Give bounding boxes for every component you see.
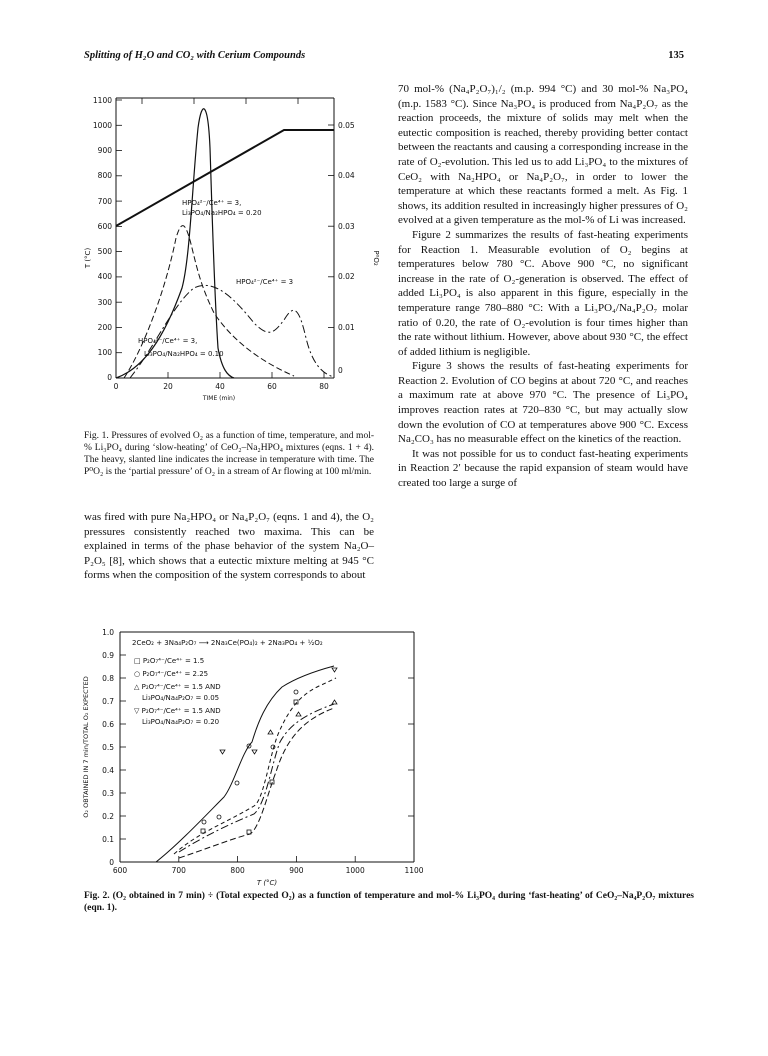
fig1-annotation: HPO₄²⁻/Ce⁴⁺ = 3 bbox=[236, 278, 294, 286]
fig2-legend-entry: □ P₂O₇⁴⁻/Ce⁴⁺ = 1.5 bbox=[134, 657, 205, 665]
page-number: 135 bbox=[668, 50, 684, 61]
paragraph: Figure 3 shows the results of fast-heating experiments for Reaction 2. Evolution of CO begins at about 720 °C, and reaches a maximum rate at above 970 °C. The presence of Li₃PO₄ improves reaction rates at 720–830 °C, but may actually slow down the evolution of CO at temperatures above 900 °C. Excess Na₂CO₃ has no measurable effect on the kinetics of the reaction. bbox=[398, 360, 688, 446]
fig2-legend-entry: ▽ P₂O₇⁴⁻/Ce⁴⁺ = 1.5 AND bbox=[134, 707, 221, 715]
fig1-right-tick: 0.01 bbox=[338, 323, 355, 332]
fig1-right-ticks bbox=[328, 121, 355, 378]
figure-2 bbox=[82, 622, 464, 887]
fig2-y-tick: 0.1 bbox=[102, 835, 114, 844]
fig1-x-tick: 60 bbox=[267, 382, 277, 391]
figure-1 bbox=[84, 88, 384, 402]
fig1-x-tick: 20 bbox=[163, 382, 173, 391]
paragraph: was fired with pure Na₂HPO₄ or Na₄P₂O₇ (eqns. 1 and 4), the O₂ pressures consistently reached two maxima. This can be explained in terms of the phase behavior of the system Na₂O–P₂O₅ [8], which shows that a eutectic mixture melting at 945 °C forms when the composition of the system corresponds to about bbox=[84, 511, 374, 582]
fig1-x-tick: 80 bbox=[319, 382, 329, 391]
fig1-left-tick: 1000 bbox=[92, 121, 112, 130]
fig2-legend-entry: Li₃PO₄/Na₄P₂O₇ = 0.20 bbox=[142, 718, 220, 726]
fig2-caption: Fig. 2. (O₂ obtained in 7 min) ÷ (Total expected O₂) as a function of temperature and mol-% Li₃PO₄ during ‘fast-heating’ of CeO₂–Na₄P₂O₇ mixtures (eqn. 1). bbox=[84, 891, 694, 913]
fig1-annotation: HPO₄²⁻/Ce⁴⁺ = 3, bbox=[138, 337, 198, 345]
fig1-curve-no-li bbox=[130, 285, 334, 378]
fig2-y-tick: 0.3 bbox=[102, 789, 114, 798]
fig2-x-tick: 700 bbox=[171, 866, 186, 875]
fig1-annotation: Li₃PO₄/Na₂HPO₄ = 0.20 bbox=[182, 209, 262, 217]
fig1-x-ticks bbox=[114, 98, 329, 391]
fig1-left-tick: 400 bbox=[97, 272, 112, 281]
fig1-x-tick: 0 bbox=[113, 382, 119, 391]
fig2-y-tick: 0.6 bbox=[102, 720, 114, 729]
fig1-left-tick: 100 bbox=[97, 348, 112, 357]
fig2-y-tick: 0.9 bbox=[102, 651, 114, 660]
fig2-x-tick: 600 bbox=[112, 866, 128, 875]
fig1-x-tick: 40 bbox=[215, 382, 225, 391]
fig2-curve-15 bbox=[179, 708, 334, 858]
fig2-y-tick: 0.8 bbox=[102, 674, 114, 683]
right-column bbox=[398, 82, 688, 491]
fig2-curve-005 bbox=[179, 704, 334, 852]
fig2-legend-entry: Li₃PO₄/Na₄P₂O₇ = 0.05 bbox=[142, 694, 220, 702]
fig2-y-tick: 0.2 bbox=[102, 812, 114, 821]
fig1-right-axis-label: P⁰O₂ bbox=[372, 250, 380, 266]
fig1-right-tick: 0 bbox=[338, 366, 343, 375]
fig1-left-tick: 700 bbox=[97, 197, 112, 206]
fig2-legend-entry: ○ P₂O₇⁴⁻/Ce⁴⁺ = 2.25 bbox=[134, 670, 209, 678]
fig1-right-tick: 0.05 bbox=[338, 121, 355, 130]
fig2-equation: 2CeO₂ + 3Na₄P₂O₇ ⟶ 2Na₃Ce(PO₄)₂ + 2Na₃PO₄ + ½O₂ bbox=[132, 639, 323, 647]
fig1-left-axis-label: T (°C) bbox=[84, 247, 92, 269]
paragraph: It was not possible for us to conduct fast-heating experiments in Reaction 2′ because the rapid expansion of steam would have created too large a surge of bbox=[398, 447, 688, 490]
fig1-axes bbox=[116, 98, 334, 378]
fig2-legend-entry: △ P₂O₇⁴⁻/Ce⁴⁺ = 1.5 AND bbox=[134, 683, 221, 691]
fig1-x-axis-label: TIME (min) bbox=[202, 395, 236, 402]
fig2-markers bbox=[201, 668, 337, 834]
fig2-x-tick: 1100 bbox=[404, 866, 424, 875]
fig1-left-tick: 1100 bbox=[92, 96, 112, 105]
fig1-right-tick: 0.02 bbox=[338, 272, 355, 281]
fig1-right-tick: 0.04 bbox=[338, 171, 355, 180]
fig1-left-ticks bbox=[93, 96, 122, 382]
paragraph: Figure 2 summarizes the results of fast-heating experiments for Reaction 1. Measurable evolution of O₂ begins at temperatures below 780 °C. Above 900 °C, no significant increase in the rate of O₂-generation is observed. The effect of added Li₃PO₄ is also apparent in this figure, especially in the temperature range 780–880 °C: With a Li₃PO₄/Na₄P₂O₇ molar ratio of 0.20, the rate of O₂-evolution is four times higher than the rate without lithium. However, above about 930 °C, the effect of added lithium is negligible. bbox=[398, 228, 688, 358]
fig1-left-tick: 800 bbox=[97, 171, 112, 180]
fig2-y-tick: 1.0 bbox=[102, 628, 114, 637]
fig2-x-axis-label: T (°C) bbox=[256, 879, 278, 887]
fig1-left-tick: 0 bbox=[107, 373, 112, 382]
left-column bbox=[84, 510, 374, 583]
fig2-y-tick: 0.5 bbox=[102, 743, 114, 752]
paragraph: 70 mol-% (Na₄P₂O₇)₁/₂ (m.p. 994 °C) and 30 mol-% Na₃PO₄ (m.p. 1583 °C). Since Na₃PO₄ is produced from Na₄P₂O₇ as the reaction proceeds, the mixture of solids may melt when the eutectic composition is reached, thereby providing better contact between the reactants and causing a corresponding increase in the rate of O₂-evolution. This led us to add Li₃PO₄ to the mixtures of CeO₂ with Na₂HPO₄ or Na₄P₂O₇, in order to lower the temperature at which these reactants formed a melt. As Fig. 1 shows, its addition resulted in increasingly higher pressures of O₂ evolved at a given temperature as the mol-% of Li was increased. bbox=[398, 83, 688, 227]
fig1-left-tick: 600 bbox=[97, 222, 112, 231]
fig1-left-tick: 900 bbox=[97, 146, 112, 155]
fig1-left-tick: 500 bbox=[97, 247, 112, 256]
running-title: Splitting of H₂O and CO₂ with Cerium Compounds bbox=[84, 50, 306, 61]
fig2-x-tick: 1000 bbox=[345, 866, 365, 875]
fig1-annotation: HPO₄²⁻/Ce⁴⁺ = 3, bbox=[182, 199, 242, 207]
fig2-y-axis-label: O₂ OBTAINED IN 7 min/TOTAL O₂ EXPECTED bbox=[82, 676, 90, 818]
fig2-x-tick: 800 bbox=[230, 866, 245, 875]
fig2-x-tick: 900 bbox=[289, 866, 304, 875]
fig1-caption: Fig. 1. Pressures of evolved O₂ as a function of time, temperature, and mol-% Li₃PO₄ during ‘slow-heating’ of CeO₂–Na₂HPO₄ mixtures (eqns. 1 + 4). The heavy, slanted line indicates the increase in temperature with time. The P⁰O₂ is the ‘partial pressure’ of O₂ in a stream of Ar flowing at 100 ml/min. bbox=[84, 431, 374, 477]
fig1-left-tick: 300 bbox=[97, 298, 112, 307]
fig2-axes bbox=[120, 632, 414, 862]
fig2-y-tick: 0.4 bbox=[102, 766, 114, 775]
fig2-y-tick: 0 bbox=[109, 858, 114, 867]
fig2-y-tick: 0.7 bbox=[102, 697, 114, 706]
fig1-left-tick: 200 bbox=[97, 323, 112, 332]
fig1-right-tick: 0.03 bbox=[338, 222, 355, 231]
fig1-annotation: Li₃PO₄/Na₂HPO₄ = 0.10 bbox=[144, 350, 224, 358]
